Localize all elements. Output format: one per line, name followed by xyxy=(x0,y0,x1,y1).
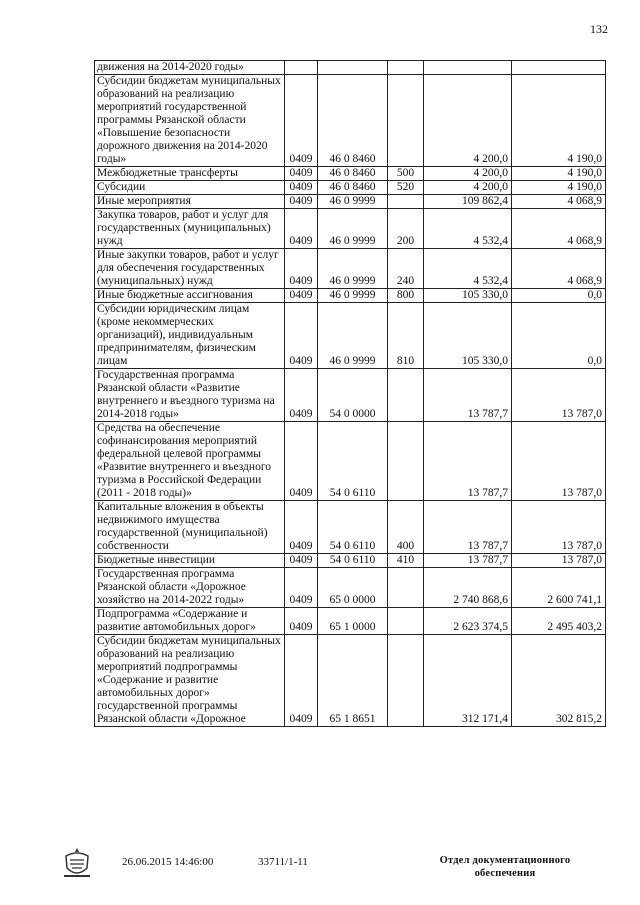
cell-article: 46 0 8460 xyxy=(318,181,388,195)
cell-section: 0409 xyxy=(285,608,318,635)
cell-section: 0409 xyxy=(285,303,318,369)
table-row xyxy=(95,195,606,209)
cell-amount-1: 13 787,7 xyxy=(424,501,512,554)
cell-amount-2: 2 495 403,2 xyxy=(512,608,606,635)
budget-table xyxy=(94,60,606,727)
cell-name: Субсидии юридическим лицам (кроме некоммерческих организаций), индивидуальным предпринимателям, физическим лицам xyxy=(95,303,285,369)
cell-article: 54 0 0000 xyxy=(318,369,388,422)
cell-name: Закупка товаров, работ и услуг для государственных (муниципальных) нужд xyxy=(95,209,285,249)
cell-amount-2: 0,0 xyxy=(512,289,606,303)
cell-amount-1: 4 200,0 xyxy=(424,75,512,167)
cell-name: Иные бюджетные ассигнования xyxy=(95,289,285,303)
cell-amount-2: 13 787,0 xyxy=(512,554,606,568)
cell-amount-2: 4 068,9 xyxy=(512,249,606,289)
cell-section: 0409 xyxy=(285,249,318,289)
cell-name: Подпрограмма «Содержание и развитие автомобильных дорог» xyxy=(95,608,285,635)
cell-article: 65 0 0000 xyxy=(318,568,388,608)
cell-type xyxy=(388,608,424,635)
cell-amount-2: 4 190,0 xyxy=(512,75,606,167)
cell-amount-1 xyxy=(424,61,512,75)
footer xyxy=(0,852,640,892)
cell-article: 46 0 9999 xyxy=(318,289,388,303)
cell-amount-2: 4 190,0 xyxy=(512,167,606,181)
table-row xyxy=(95,422,606,501)
cell-amount-1: 105 330,0 xyxy=(424,289,512,303)
cell-amount-1: 13 787,7 xyxy=(424,369,512,422)
cell-amount-1: 109 862,4 xyxy=(424,195,512,209)
cell-amount-2 xyxy=(512,61,606,75)
cell-section: 0409 xyxy=(285,209,318,249)
cell-amount-1: 13 787,7 xyxy=(424,554,512,568)
cell-article: 46 0 9999 xyxy=(318,195,388,209)
cell-article: 54 0 6110 xyxy=(318,554,388,568)
cell-type: 500 xyxy=(388,167,424,181)
cell-section: 0409 xyxy=(285,501,318,554)
cell-section: 0409 xyxy=(285,369,318,422)
cell-name: Государственная программа Рязанской области «Дорожное хозяйство на 2014-2022 годы» xyxy=(95,568,285,608)
cell-amount-1: 312 171,4 xyxy=(424,635,512,727)
cell-amount-2: 2 600 741,1 xyxy=(512,568,606,608)
cell-type: 400 xyxy=(388,501,424,554)
cell-amount-2: 13 787,0 xyxy=(512,422,606,501)
cell-article: 46 0 8460 xyxy=(318,167,388,181)
table-row xyxy=(95,554,606,568)
cell-type: 240 xyxy=(388,249,424,289)
cell-name: Иные мероприятия xyxy=(95,195,285,209)
cell-amount-1: 105 330,0 xyxy=(424,303,512,369)
cell-article: 46 0 8460 xyxy=(318,75,388,167)
table-row xyxy=(95,568,606,608)
cell-article: 65 1 0000 xyxy=(318,608,388,635)
cell-type: 410 xyxy=(388,554,424,568)
footer-datetime: 26.06.2015 14:46:00 xyxy=(122,856,214,868)
cell-name: Субсидии бюджетам муниципальных образований на реализацию мероприятий подпрограммы «Содержание и развитие автомобильных дорог» государственной программы Рязанской области «Дорожное xyxy=(95,635,285,727)
cell-section: 0409 xyxy=(285,167,318,181)
table-row xyxy=(95,501,606,554)
cell-type xyxy=(388,635,424,727)
page-number: 132 xyxy=(590,22,608,36)
cell-amount-1: 4 200,0 xyxy=(424,167,512,181)
table-row xyxy=(95,369,606,422)
cell-name: Субсидии xyxy=(95,181,285,195)
table-row xyxy=(95,303,606,369)
cell-section: 0409 xyxy=(285,195,318,209)
cell-amount-2: 4 068,9 xyxy=(512,195,606,209)
cell-amount-1: 4 200,0 xyxy=(424,181,512,195)
table-row xyxy=(95,167,606,181)
cell-type xyxy=(388,568,424,608)
cell-name: Капитальные вложения в объекты недвижимого имущества государственной (муниципальной) собственности xyxy=(95,501,285,554)
cell-article: 46 0 9999 xyxy=(318,209,388,249)
cell-amount-2: 13 787,0 xyxy=(512,501,606,554)
table-row xyxy=(95,75,606,167)
cell-name: движения на 2014-2020 годы» xyxy=(95,61,285,75)
cell-article: 54 0 6110 xyxy=(318,501,388,554)
cell-name: Субсидии бюджетам муниципальных образований на реализацию мероприятий государственной программы Рязанской области «Повышение безопасности дорожного движения на 2014-2020 годы» xyxy=(95,75,285,167)
footer-doc-number: 33711/1-11 xyxy=(258,856,308,868)
table-row xyxy=(95,249,606,289)
cell-amount-1: 2 623 374,5 xyxy=(424,608,512,635)
cell-type: 810 xyxy=(388,303,424,369)
table-row xyxy=(95,608,606,635)
cell-amount-2: 4 190,0 xyxy=(512,181,606,195)
cell-section: 0409 xyxy=(285,568,318,608)
cell-type: 800 xyxy=(388,289,424,303)
table-row xyxy=(95,635,606,727)
cell-name: Иные закупки товаров, работ и услуг для обеспечения государственных (муниципальных) нужд xyxy=(95,249,285,289)
footer-department: Отдел документационного обеспечения xyxy=(439,855,571,879)
cell-amount-1: 2 740 868,6 xyxy=(424,568,512,608)
cell-type xyxy=(388,75,424,167)
cell-name: Государственная программа Рязанской области «Развитие внутреннего и въездного туризма на 2014-2018 годы» xyxy=(95,369,285,422)
cell-type: 200 xyxy=(388,209,424,249)
cell-type xyxy=(388,422,424,501)
table-row xyxy=(95,289,606,303)
cell-section: 0409 xyxy=(285,554,318,568)
cell-type xyxy=(388,369,424,422)
cell-name: Межбюджетные трансферты xyxy=(95,167,285,181)
table-row xyxy=(95,181,606,195)
cell-amount-1: 4 532,4 xyxy=(424,209,512,249)
cell-type xyxy=(388,61,424,75)
cell-amount-2: 0,0 xyxy=(512,303,606,369)
table-row xyxy=(95,61,606,75)
cell-amount-2: 13 787,0 xyxy=(512,369,606,422)
cell-amount-2: 302 815,2 xyxy=(512,635,606,727)
cell-section: 0409 xyxy=(285,289,318,303)
table-row xyxy=(95,209,606,249)
cell-section: 0409 xyxy=(285,75,318,167)
cell-section: 0409 xyxy=(285,635,318,727)
cell-amount-1: 13 787,7 xyxy=(424,422,512,501)
cell-amount-1: 4 532,4 xyxy=(424,249,512,289)
coat-of-arms-icon xyxy=(62,846,92,880)
cell-article: 46 0 9999 xyxy=(318,249,388,289)
cell-section: 0409 xyxy=(285,422,318,501)
cell-type xyxy=(388,195,424,209)
cell-amount-2: 4 068,9 xyxy=(512,209,606,249)
cell-type: 520 xyxy=(388,181,424,195)
cell-article: 46 0 9999 xyxy=(318,303,388,369)
cell-name: Средства на обеспечение софинансирования мероприятий федеральной целевой программы «Развитие внутреннего и въездного туризма в Российской Федерации (2011 - 2018 годы)» xyxy=(95,422,285,501)
cell-section xyxy=(285,61,318,75)
cell-section: 0409 xyxy=(285,181,318,195)
cell-name: Бюджетные инвестиции xyxy=(95,554,285,568)
cell-article: 65 1 8651 xyxy=(318,635,388,727)
cell-article: 54 0 6110 xyxy=(318,422,388,501)
cell-article xyxy=(318,61,388,75)
